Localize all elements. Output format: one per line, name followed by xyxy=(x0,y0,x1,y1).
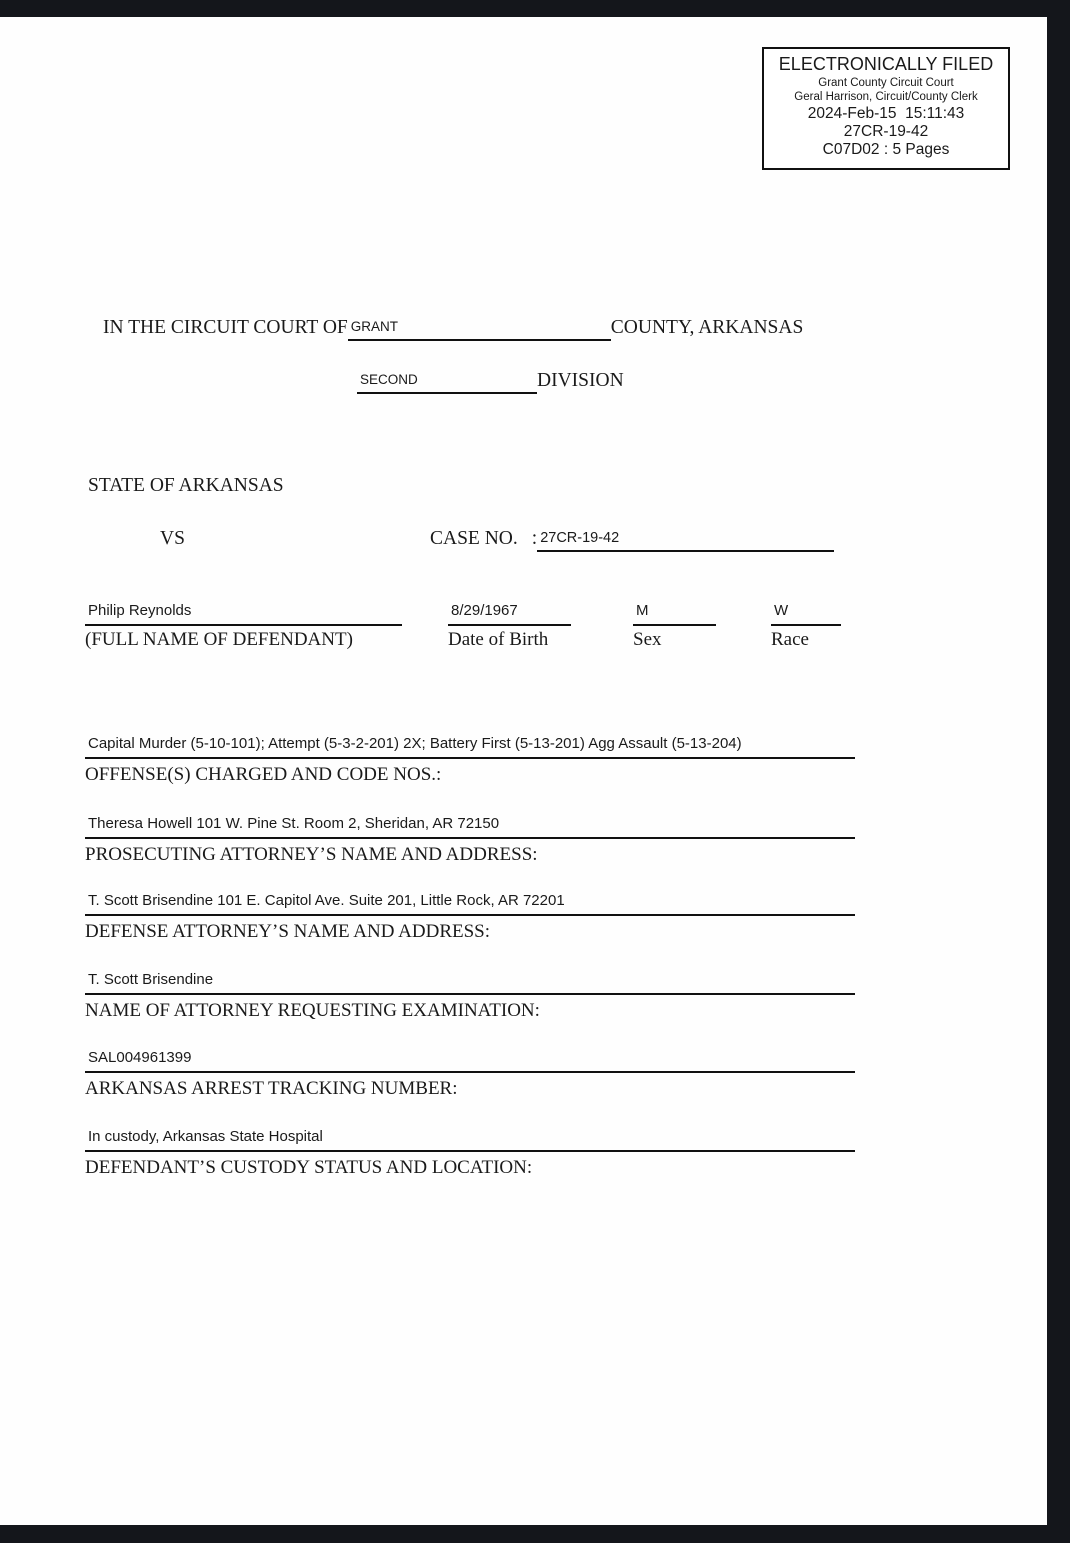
offenses-field xyxy=(85,735,855,786)
prosecuting-attorney-field xyxy=(85,815,855,866)
case-number-row xyxy=(430,528,834,552)
efile-stamp xyxy=(762,47,1010,170)
defendant-dob-value: 8/29/1967 xyxy=(448,602,571,626)
requesting-attorney-field xyxy=(85,971,855,1022)
vs-label: VS xyxy=(160,528,185,549)
stamp-filed-datetime: 2024-Feb-15 15:11:43 xyxy=(807,105,965,122)
division-label: DIVISION xyxy=(537,370,624,391)
offenses-label: OFFENSE(S) CHARGED AND CODE NOS.: xyxy=(85,764,442,785)
plaintiff-name: STATE OF ARKANSAS xyxy=(88,475,284,496)
requesting-attorney-value: T. Scott Brisendine xyxy=(85,971,855,995)
case-no-value: 27CR-19-42 xyxy=(540,530,620,546)
custody-status-field xyxy=(85,1128,855,1179)
stamp-clerk-name: Geral Harrison, Circuit/County Clerk xyxy=(794,91,978,103)
defendant-dob-column xyxy=(448,602,571,651)
document-page xyxy=(0,17,1047,1525)
stamp-case-number: 27CR-19-42 xyxy=(843,123,929,140)
stamp-pages: C07D02 : 5 Pages xyxy=(822,141,950,158)
prosecuting-attorney-value: Theresa Howell 101 W. Pine St. Room 2, Sheridan, AR 72150 xyxy=(85,815,855,839)
defendant-sex-value: M xyxy=(633,602,716,626)
defense-attorney-field xyxy=(85,892,855,943)
prosecuting-attorney-label: PROSECUTING ATTORNEY’S NAME AND ADDRESS: xyxy=(85,844,538,865)
case-no-field xyxy=(537,528,834,552)
case-no-colon: : xyxy=(531,528,538,549)
defendant-sex-column xyxy=(633,602,716,651)
heading-suffix: COUNTY, ARKANSAS xyxy=(610,317,804,338)
custody-status-label: DEFENDANT’S CUSTODY STATUS AND LOCATION: xyxy=(85,1157,533,1178)
county-value: GRANT xyxy=(350,319,399,334)
division-field xyxy=(357,370,537,394)
arrest-tracking-field xyxy=(85,1049,855,1100)
offenses-value: Capital Murder (5-10-101); Attempt (5-3-2-201) 2X; Battery First (5-13-201) Agg Assault (5-13-204) xyxy=(85,735,855,759)
arrest-tracking-value: SAL004961399 xyxy=(85,1049,855,1073)
arrest-tracking-label: ARKANSAS ARREST TRACKING NUMBER: xyxy=(85,1078,458,1099)
defendant-sex-label: Sex xyxy=(633,629,662,650)
defendant-name-value: Philip Reynolds xyxy=(85,602,402,626)
defense-attorney-label: DEFENSE ATTORNEY’S NAME AND ADDRESS: xyxy=(85,921,491,942)
division-heading xyxy=(357,370,624,394)
case-no-label: CASE NO. xyxy=(430,528,518,549)
stamp-title: ELECTRONICALLY FILED xyxy=(778,54,994,74)
defendant-race-label: Race xyxy=(771,629,809,650)
custody-status-value: In custody, Arkansas State Hospital xyxy=(85,1128,855,1152)
court-heading xyxy=(103,317,803,341)
defendant-race-value: W xyxy=(771,602,841,626)
heading-prefix: IN THE CIRCUIT COURT OF xyxy=(103,317,348,338)
defendant-dob-label: Date of Birth xyxy=(448,629,549,650)
defendant-race-column xyxy=(771,602,841,651)
division-value: SECOND xyxy=(360,372,418,387)
defense-attorney-value: T. Scott Brisendine 101 E. Capitol Ave. Suite 201, Little Rock, AR 72201 xyxy=(85,892,855,916)
defendant-name-label: (FULL NAME OF DEFENDANT) xyxy=(85,629,353,650)
county-field xyxy=(348,317,611,341)
defendant-name-column xyxy=(85,602,402,651)
requesting-attorney-label: NAME OF ATTORNEY REQUESTING EXAMINATION: xyxy=(85,1000,540,1021)
stamp-court-name: Grant County Circuit Court xyxy=(818,77,954,89)
